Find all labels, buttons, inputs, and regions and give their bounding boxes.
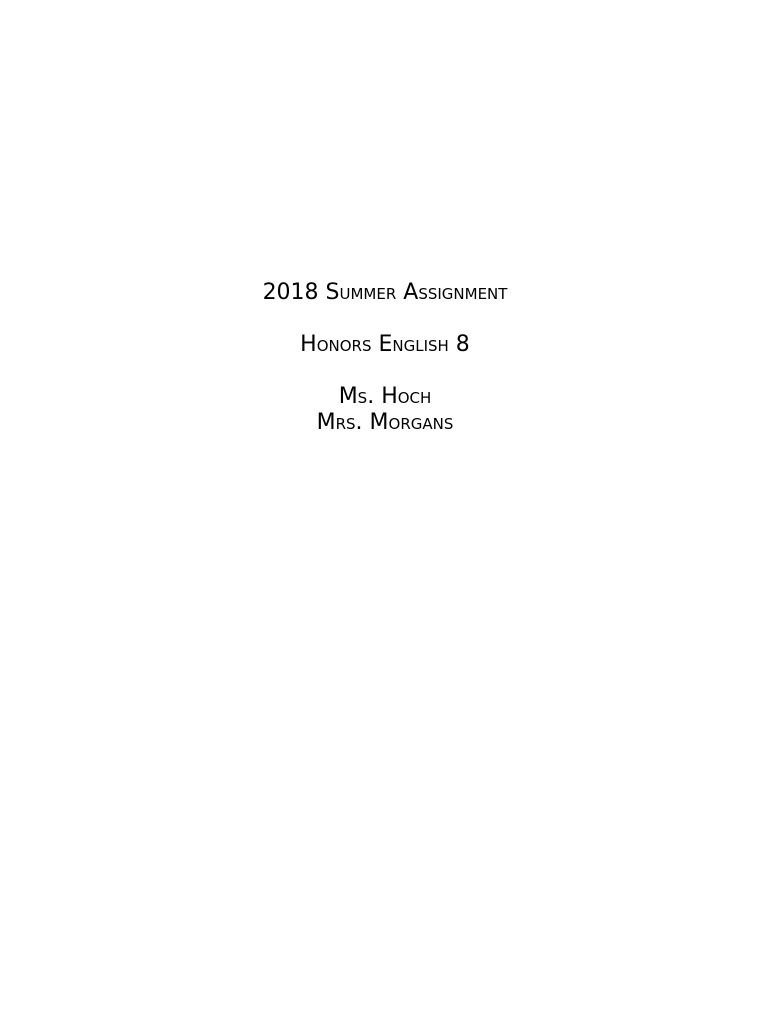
teacher-name: Ms. Hoch (338, 384, 432, 409)
course-name: Honors English 8 (300, 332, 470, 357)
teacher-name: Mrs. Morgans (316, 410, 454, 435)
assignment-title: 2018 Summer Assignment (262, 280, 508, 305)
